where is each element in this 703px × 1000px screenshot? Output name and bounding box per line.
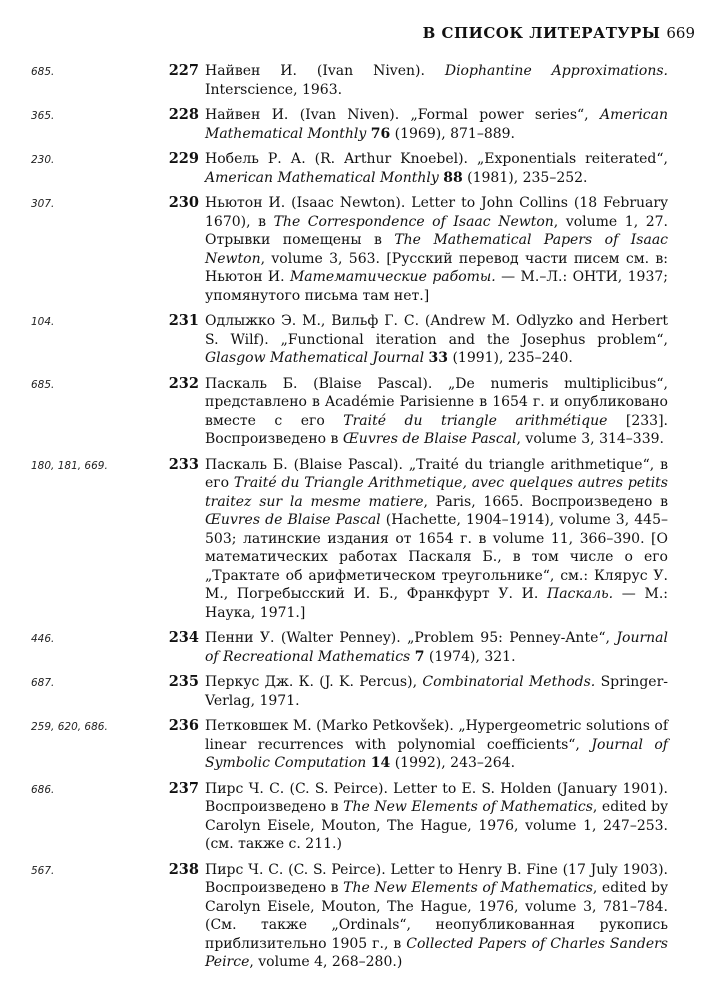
page-number: 669	[666, 24, 695, 42]
entry-text: Петковшек М. (Marko Petkovšek). „Hypergeometric solutions of linear recurrences with polynomial coefficients“, Journal of Symbolic Computation 14 (1992), 243–264.	[205, 718, 668, 771]
entry-text: Паскаль Б. (Blaise Pascal). „De numeris multiplicibus“, представлено в Académie Parisienne в 1654 г. и опубликовано вместе с его Traité du triangle arithmétique [233]. Воспроизведено в Œuvres de Blaise Pascal, volume 3, 314–339.	[205, 375, 668, 447]
back-reference-pages: 104.	[31, 316, 55, 328]
bibliography-entry	[0, 861, 703, 972]
entry-text: Ньютон И. (Isaac Newton). Letter to John Collins (18 February 1670), в The Correspondence of Isaac Newton, volume 1, 27. Отрывки помещены в The Mathematical Papers of Isaac Newton, volume 3, 563. [Русский перевод части писем см. в: Ньютон И. Математические работы. — М.–Л.: ОНТИ, 1937; упомянутого письма там нет.]	[205, 195, 669, 304]
entry-text: Паскаль Б. (Blaise Pascal). „Traité du triangle arithmetique“, в его Traité du Triangle Arithmetique, avec quelques autres petits traitez sur la mesme matiere, Paris, 1665. Воспроизведено в Œuvres de Blaise Pascal (Hachette, 1904–1914), volume 3, 445–503; латинские издания от 1654 г. в volume 11, 366–390. [О математических работах Паскаля Б., в том числе о его „Трактате об арифметическом треугольнике“, см.: Клярус У. М., Погребысский И. Б., Франкфурт У. И. Паскаль. — М.: Наука, 1971.]	[205, 456, 668, 621]
bibliography-entry	[0, 312, 703, 368]
bibliography-entry	[0, 62, 703, 99]
back-reference-pages: 685.	[31, 66, 55, 78]
entry-number: 234	[168, 629, 199, 646]
section-title: В СПИСОК ЛИТЕРАТУРЫ	[422, 24, 661, 42]
bibliography-entry	[0, 629, 703, 666]
entry-number: 229	[168, 150, 199, 167]
bibliography-list	[0, 62, 703, 979]
entry-number: 228	[168, 106, 199, 123]
entry-number: 237	[168, 779, 199, 797]
bibliography-entry	[0, 150, 703, 187]
bibliography-entry	[0, 106, 703, 143]
bibliography-entry	[0, 456, 703, 623]
page-header	[423, 24, 695, 42]
back-reference-pages: 685.	[31, 378, 55, 391]
entry-text: Найвен И. (Ivan Niven). „Formal power series“, American Mathematical Monthly 76 (1969), 871–889.	[205, 107, 668, 142]
entry-number: 238	[168, 860, 199, 878]
entry-text: Одлыжко Э. М., Вильф Г. С. (Andrew M. Odlyzko and Herbert S. Wilf). „Functional iteration and the Josephus problem“, Glasgow Mathematical Journal 33 (1991), 235–240.	[205, 313, 668, 366]
entry-number: 227	[168, 62, 199, 79]
back-reference-pages: 686.	[31, 783, 55, 796]
back-reference-pages: 259, 620, 686.	[31, 721, 108, 733]
bibliography-entry	[0, 673, 703, 710]
back-reference-pages: 567.	[31, 864, 55, 877]
entry-number: 232	[168, 374, 199, 392]
back-reference-pages: 230.	[31, 154, 55, 166]
entry-text: Найвен И. (Ivan Niven). Diophantine Approximations. Interscience, 1963.	[205, 63, 668, 98]
bibliography-entry	[0, 780, 703, 854]
bibliography-entry	[0, 194, 703, 305]
entry-text: Пенни У. (Walter Penney). „Problem 95: Penney-Ante“, Journal of Recreational Mathematics 7 (1974), 321.	[205, 630, 668, 665]
bibliography-entry	[0, 375, 703, 449]
back-reference-pages: 307.	[31, 198, 55, 210]
entry-text: Нобель Р. А. (R. Arthur Knoebel). „Exponentials reiterated“, American Mathematical Monthly 88 (1981), 235–252.	[205, 151, 668, 186]
back-reference-pages: 180, 181, 669.	[31, 459, 108, 472]
back-reference-pages: 446.	[31, 633, 55, 645]
entry-number: 236	[168, 717, 199, 734]
entry-text: Пирс Ч. С. (C. S. Peirce). Letter to Henry B. Fine (17 July 1903). Воспроизведено в The New Elements of Mathematics, edited by Carolyn Eisele, Mouton, The Hague, 1976, volume 3, 781–784. (См. также „Ordinals“, неопубликованная рукопись приблизительно 1905 г., в Collected Papers of Charles Sanders Peirce, volume 4, 268–280.)	[205, 861, 668, 970]
entry-text: Перкус Дж. К. (J. K. Percus), Combinatorial Methods. Springer-Verlag, 1971.	[205, 674, 668, 709]
entry-number: 231	[168, 312, 199, 329]
entry-number: 233	[168, 455, 199, 473]
bibliography-entry	[0, 717, 703, 773]
entry-number: 235	[168, 673, 199, 690]
back-reference-pages: 365.	[31, 110, 55, 122]
back-reference-pages: 687.	[31, 677, 55, 689]
entry-text: Пирс Ч. С. (C. S. Peirce). Letter to E. S. Holden (January 1901). Воспроизведено в The New Elements of Mathematics, edited by Carolyn Eisele, Mouton, The Hague, 1976, volume 1, 247–253. (см. также с. 211.)	[205, 780, 668, 852]
entry-number: 230	[168, 194, 199, 211]
